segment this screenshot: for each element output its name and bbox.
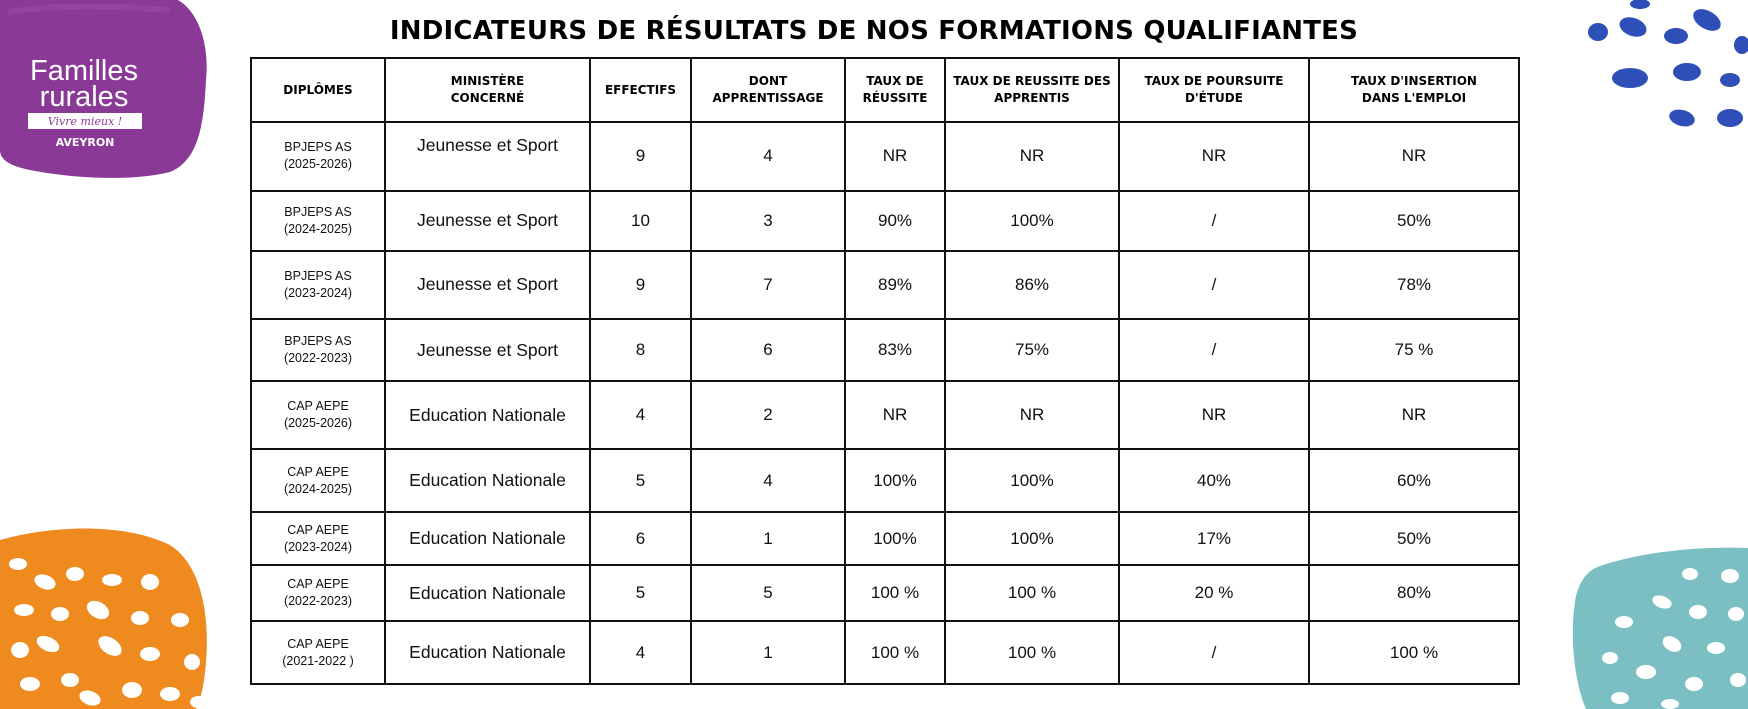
taux-reussite-cell: 83% [845,319,945,382]
taux-reussite-cell: 100 % [845,621,945,684]
taux-reussite-cell: 100 % [845,565,945,622]
diploma-cell [251,122,385,191]
apprentissage-cell: 3 [691,191,845,252]
reussite-apprentis-cell: NR [945,122,1119,191]
effectifs-cell: 4 [590,621,691,684]
poursuite-etude-cell: / [1119,319,1309,382]
effectifs-cell: 4 [590,381,691,449]
diploma-cell [251,565,385,622]
diploma-cell [251,319,385,382]
apprentissage-cell: 5 [691,565,845,622]
table-row [251,621,1519,684]
reussite-apprentis-cell: 100% [945,449,1119,513]
insertion-emploi-cell: 60% [1309,449,1519,513]
reussite-apprentis-cell: 100 % [945,621,1119,684]
header-line: RÉUSSITE [862,91,928,105]
header-ministere [385,58,590,122]
poursuite-etude-cell: NR [1119,381,1309,449]
diploma-period: (2022-2023) [283,594,353,609]
diploma-name: CAP AEPE [287,577,349,592]
diploma-cell [251,381,385,449]
diploma-period: (2024-2025) [283,221,353,236]
diploma-period: (2023-2024) [283,285,353,300]
diploma-period: (2023-2024) [283,539,353,554]
header-line: DIPLÔMES [283,82,353,97]
ministry-cell: Education Nationale [385,449,590,513]
diploma-cell [251,512,385,564]
reussite-apprentis-cell: 100% [945,512,1119,564]
apprentissage-cell: 6 [691,319,845,382]
ministry-cell: Jeunesse et Sport [385,122,590,191]
effectifs-cell: 5 [590,565,691,622]
ministry-cell: Jeunesse et Sport [385,191,590,252]
insertion-emploi-cell: 50% [1309,191,1519,252]
reussite-apprentis-cell: 100 % [945,565,1119,622]
table-row [251,449,1519,513]
header-diplomes [251,58,385,122]
teal-dots-decoration [1570,546,1748,709]
taux-reussite-cell: NR [845,122,945,191]
table-row [251,512,1519,564]
header-line: D'ÉTUDE [1185,91,1243,105]
ministry-cell: Jeunesse et Sport [385,251,590,319]
ministry-cell: Education Nationale [385,565,590,622]
insertion-emploi-cell: 75 % [1309,319,1519,382]
effectifs-cell: 6 [590,512,691,564]
taux-reussite-cell: 100% [845,449,945,513]
orange-dots-decoration [0,522,210,709]
apprentissage-cell: 7 [691,251,845,319]
poursuite-etude-cell: NR [1119,122,1309,191]
reussite-apprentis-cell: 75% [945,319,1119,382]
diploma-cell [251,191,385,252]
header-line: TAUX DE [866,74,924,88]
table-row [251,319,1519,382]
diploma-name: CAP AEPE [287,636,349,651]
poursuite-etude-cell: 20 % [1119,565,1309,622]
header-reussite-apprentis [945,58,1119,122]
insertion-emploi-cell: NR [1309,381,1519,449]
logo-line2: rurales [39,81,129,113]
diploma-name: BPJEPS AS [284,140,352,155]
header-line: TAUX D'INSERTION [1351,74,1477,88]
apprentissage-cell: 1 [691,621,845,684]
taux-reussite-cell: 90% [845,191,945,252]
taux-reussite-cell: 100% [845,512,945,564]
diploma-name: BPJEPS AS [284,334,352,348]
header-effectifs [590,58,691,122]
reussite-apprentis-cell: 86% [945,251,1119,319]
diploma-period: (2022-2023) [283,351,353,365]
effectifs-cell: 10 [590,191,691,252]
header-row [251,58,1519,122]
insertion-emploi-cell: NR [1309,122,1519,191]
logo-line1: Familles [30,55,138,87]
apprentissage-cell: 2 [691,381,845,449]
table-row [251,381,1519,449]
apprentissage-cell: 4 [691,122,845,191]
poursuite-etude-cell: / [1119,251,1309,319]
header-taux-reussite [845,58,945,122]
header-line: TAUX DE POURSUITE [1144,74,1284,88]
diploma-cell [251,621,385,684]
diploma-cell [251,251,385,319]
header-poursuite-etude [1119,58,1309,122]
page-title: INDICATEURS DE RÉSULTATS DE NOS FORMATIONS QUALIFIANTES [389,16,1359,46]
header-line: TAUX DE REUSSITE DES [953,74,1111,88]
diploma-name: CAP AEPE [287,399,349,414]
poursuite-etude-cell: 40% [1119,449,1309,513]
diploma-cell [251,449,385,513]
effectifs-cell: 9 [590,251,691,319]
ministry-cell: Jeunesse et Sport [385,319,590,382]
diploma-name: BPJEPS AS [284,204,352,219]
apprentissage-cell: 4 [691,449,845,513]
insertion-emploi-cell: 50% [1309,512,1519,564]
diploma-name: BPJEPS AS [284,268,352,283]
table-row [251,191,1519,252]
diploma-period: (2021-2022 ) [282,653,354,668]
header-line: APPRENTIS [994,91,1070,105]
results-table [250,57,1520,685]
table-row [251,565,1519,622]
header-insertion-emploi [1309,58,1519,122]
insertion-emploi-cell: 78% [1309,251,1519,319]
diploma-period: (2025-2026) [283,416,353,431]
ministry-cell: Education Nationale [385,381,590,449]
ministry-cell: Education Nationale [385,621,590,684]
poursuite-etude-cell: 17% [1119,512,1309,564]
insertion-emploi-cell: 100 % [1309,621,1519,684]
header-line: CONCERNÉ [450,91,525,105]
insertion-emploi-cell: 80% [1309,565,1519,622]
diploma-name: CAP AEPE [287,464,349,479]
effectifs-cell: 8 [590,319,691,382]
poursuite-etude-cell: / [1119,621,1309,684]
table-row [251,122,1519,191]
reussite-apprentis-cell: 100% [945,191,1119,252]
header-line: MINISTÈRE [450,74,525,88]
ministry-cell: Education Nationale [385,512,590,564]
effectifs-cell: 5 [590,449,691,513]
poursuite-etude-cell: / [1119,191,1309,252]
taux-reussite-cell: NR [845,381,945,449]
header-line: APPRENTISSAGE [712,91,824,105]
header-line: DANS L'EMPLOI [1361,91,1467,105]
diploma-name: CAP AEPE [287,522,349,537]
header-line: DONT [748,74,788,88]
logo-region: AVEYRON [55,136,115,149]
apprentissage-cell: 1 [691,512,845,564]
diploma-period: (2024-2025) [283,481,353,496]
effectifs-cell: 9 [590,122,691,191]
header-apprentissage [691,58,845,122]
table-row [251,251,1519,319]
header-line: EFFECTIFS [604,82,677,97]
reussite-apprentis-cell: NR [945,381,1119,449]
taux-reussite-cell: 89% [845,251,945,319]
diploma-period: (2025-2026) [283,157,353,172]
logo-tagline: Vivre mieux ! [47,115,123,128]
